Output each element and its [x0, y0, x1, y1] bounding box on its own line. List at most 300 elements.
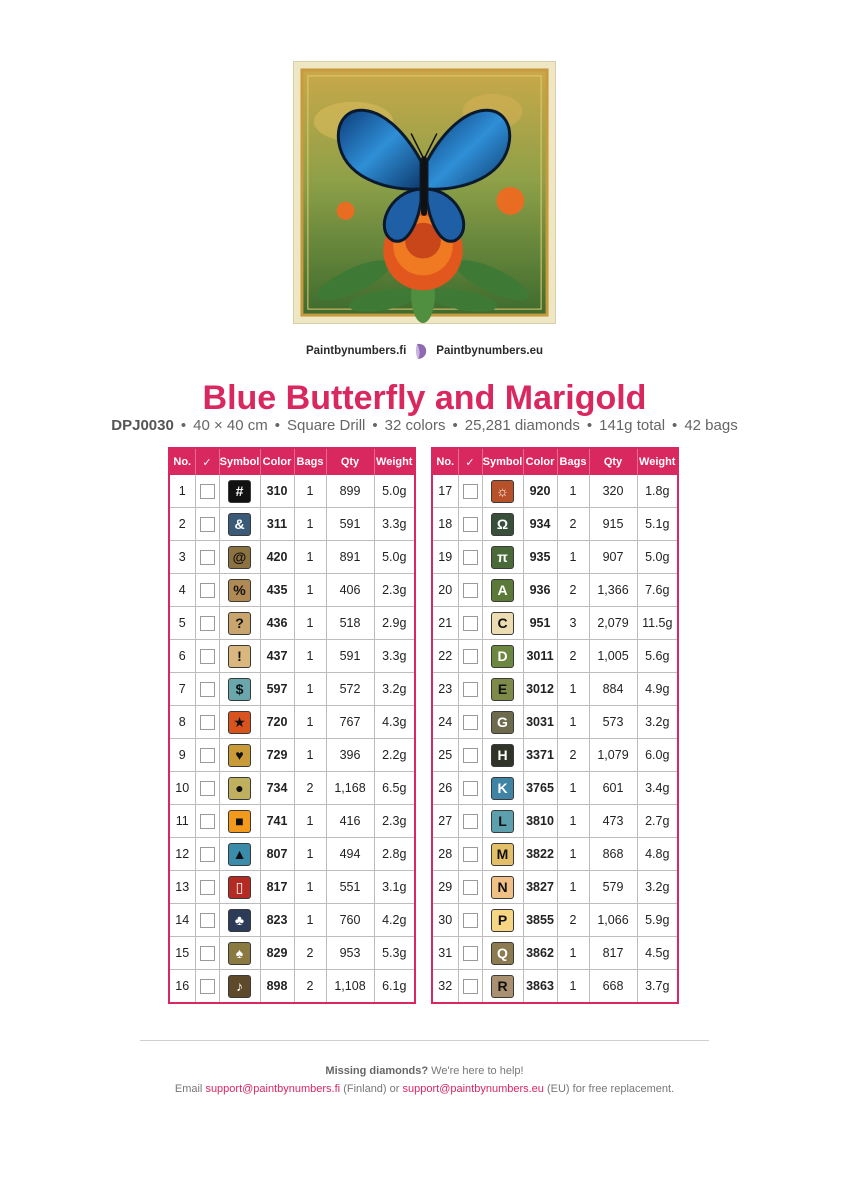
symbol-swatch: ♥	[228, 744, 251, 767]
symbol-swatch: Q	[491, 942, 514, 965]
color-code: 3822	[523, 838, 557, 871]
bag-count: 2	[557, 640, 589, 673]
table-row	[432, 838, 678, 871]
color-code: 3863	[523, 970, 557, 1004]
weight: 2.3g	[374, 805, 415, 838]
row-number: 17	[432, 475, 458, 508]
brand-fi: Paintbynumbers.fi	[305, 345, 407, 357]
diamond-count: 25,281 diamonds	[464, 417, 580, 434]
canvas-size: 40 × 40 cm	[193, 417, 268, 434]
table-row	[432, 970, 678, 1004]
drill-type: Square Drill	[287, 417, 366, 434]
color-code: 3765	[523, 772, 557, 805]
header-symbol: Symbol	[219, 448, 260, 475]
checkbox[interactable]	[463, 913, 478, 928]
product-specs	[0, 415, 849, 437]
quantity: 817	[589, 937, 637, 970]
quantity: 891	[326, 541, 374, 574]
symbol-swatch: $	[228, 678, 251, 701]
checkbox-cell	[458, 772, 482, 805]
checkbox-cell	[458, 640, 482, 673]
checkbox[interactable]	[200, 814, 215, 829]
weight: 3.2g	[637, 706, 678, 739]
bag-count: 1	[557, 706, 589, 739]
bag-count: 1	[557, 673, 589, 706]
checkbox[interactable]	[200, 616, 215, 631]
row-number: 15	[169, 937, 195, 970]
row-number: 9	[169, 739, 195, 772]
row-number: 22	[432, 640, 458, 673]
checkbox-cell	[195, 607, 219, 640]
color-code: 3827	[523, 871, 557, 904]
bag-count: 1	[294, 541, 326, 574]
row-number: 23	[432, 673, 458, 706]
weight: 11.5g	[637, 607, 678, 640]
color-code: 741	[260, 805, 294, 838]
table-row	[432, 739, 678, 772]
symbol-cell	[482, 838, 523, 871]
symbol-swatch: %	[228, 579, 251, 602]
bag-count: 1	[294, 574, 326, 607]
table-row	[432, 640, 678, 673]
weight: 7.6g	[637, 574, 678, 607]
bag-count: 42 bags	[684, 417, 738, 434]
symbol-cell	[482, 904, 523, 937]
symbol-swatch: !	[228, 645, 251, 668]
checkbox[interactable]	[463, 979, 478, 994]
table-header-row	[169, 448, 415, 475]
symbol-cell	[482, 871, 523, 904]
quantity: 518	[326, 607, 374, 640]
weight: 6.0g	[637, 739, 678, 772]
symbol-swatch: N	[491, 876, 514, 899]
checkbox[interactable]	[463, 814, 478, 829]
bag-count: 1	[557, 772, 589, 805]
bag-count: 1	[294, 607, 326, 640]
checkbox[interactable]	[200, 880, 215, 895]
weight: 4.9g	[637, 673, 678, 706]
bag-count: 2	[294, 970, 326, 1004]
symbol-swatch: ▲	[228, 843, 251, 866]
row-number: 32	[432, 970, 458, 1004]
symbol-swatch: C	[491, 612, 514, 635]
symbol-cell	[219, 937, 260, 970]
footer-help-heading: Missing diamonds?	[325, 1065, 429, 1077]
checkbox[interactable]	[463, 880, 478, 895]
color-code: 3011	[523, 640, 557, 673]
header-no: No.	[169, 448, 195, 475]
weight: 2.8g	[374, 838, 415, 871]
table-row	[169, 970, 415, 1004]
weight: 4.5g	[637, 937, 678, 970]
checkbox[interactable]	[463, 847, 478, 862]
color-code: 420	[260, 541, 294, 574]
weight: 5.3g	[374, 937, 415, 970]
symbol-swatch: ■	[228, 810, 251, 833]
weight: 5.6g	[637, 640, 678, 673]
color-code: 437	[260, 640, 294, 673]
quantity: 884	[589, 673, 637, 706]
checkbox-cell	[195, 970, 219, 1004]
table-row	[169, 475, 415, 508]
brand-row	[0, 340, 849, 362]
symbol-swatch: ♠	[228, 942, 251, 965]
weight: 1.8g	[637, 475, 678, 508]
footer-help	[0, 1065, 849, 1077]
checkbox-cell	[458, 574, 482, 607]
weight: 5.0g	[374, 475, 415, 508]
symbol-cell	[482, 607, 523, 640]
checkbox-cell	[458, 805, 482, 838]
symbol-swatch: ☼	[491, 480, 514, 503]
table-row	[432, 475, 678, 508]
color-code: 3012	[523, 673, 557, 706]
symbol-swatch: P	[491, 909, 514, 932]
row-number: 1	[169, 475, 195, 508]
color-code: 720	[260, 706, 294, 739]
color-code: 311	[260, 508, 294, 541]
quantity: 915	[589, 508, 637, 541]
quantity: 899	[326, 475, 374, 508]
symbol-cell	[219, 904, 260, 937]
bag-count: 2	[294, 937, 326, 970]
checkbox-cell	[458, 706, 482, 739]
checkbox[interactable]	[463, 781, 478, 796]
weight: 6.1g	[382, 979, 407, 993]
table-body-right	[432, 475, 678, 1003]
header-weight: Weight	[374, 448, 415, 475]
checkbox-cell	[195, 574, 219, 607]
symbol-swatch: H	[491, 744, 514, 767]
row-number: 14	[169, 904, 195, 937]
table-row	[169, 640, 415, 673]
checkbox-cell	[195, 772, 219, 805]
quantity: 760	[326, 904, 374, 937]
weight: 4.3g	[374, 706, 415, 739]
checkbox-cell	[195, 508, 219, 541]
table-row	[432, 871, 678, 904]
bag-count: 1	[557, 805, 589, 838]
symbol-swatch: Ω	[491, 513, 514, 536]
checkbox[interactable]	[200, 484, 215, 499]
checkbox[interactable]	[200, 550, 215, 565]
row-number: 28	[432, 838, 458, 871]
symbol-swatch: &	[228, 513, 251, 536]
symbol-swatch: K	[491, 777, 514, 800]
separator: •	[372, 417, 378, 434]
row-number: 21	[432, 607, 458, 640]
table-row	[432, 541, 678, 574]
color-code: 936	[523, 574, 557, 607]
row-number: 29	[432, 871, 458, 904]
footer-text: (EU) for free replacement.	[546, 1083, 675, 1095]
table-row	[432, 508, 678, 541]
bag-count: 1	[294, 508, 326, 541]
quantity: 591	[326, 508, 374, 541]
checkbox[interactable]	[463, 550, 478, 565]
row-number: 27	[432, 805, 458, 838]
row-number: 18	[432, 508, 458, 541]
quantity: 868	[589, 838, 637, 871]
color-code: 951	[523, 607, 557, 640]
header-check: ✓	[195, 448, 219, 475]
checkbox[interactable]	[463, 517, 478, 532]
checkbox-cell	[458, 937, 482, 970]
row-number: 8	[169, 706, 195, 739]
checkbox-cell	[195, 871, 219, 904]
row-number: 5	[169, 607, 195, 640]
symbol-swatch: ♣	[228, 909, 251, 932]
weight: 3.3g	[374, 508, 415, 541]
quantity: 1,366	[589, 574, 637, 607]
checkbox-cell	[458, 673, 482, 706]
footer-contact	[0, 1083, 849, 1095]
checkbox[interactable]	[200, 946, 215, 961]
checkbox[interactable]	[463, 484, 478, 499]
bag-count: 1	[294, 475, 326, 508]
checkbox-cell	[195, 640, 219, 673]
brand-eu: Paintbynumbers.eu	[436, 345, 544, 357]
bag-count: 2	[294, 772, 326, 805]
checkbox[interactable]	[200, 913, 215, 928]
quantity: 1,168	[326, 772, 374, 805]
quantity: 907	[589, 541, 637, 574]
checkbox-cell	[458, 838, 482, 871]
symbol-cell	[482, 541, 523, 574]
header-no: No.	[432, 448, 458, 475]
row-number: 19	[432, 541, 458, 574]
symbol-swatch: G	[491, 711, 514, 734]
symbol-cell	[482, 508, 523, 541]
table-row	[169, 739, 415, 772]
header-bags: Bags	[557, 448, 589, 475]
color-code: 729	[260, 739, 294, 772]
color-table-right	[431, 447, 679, 1004]
color-code: 3031	[523, 706, 557, 739]
weight: 3.4g	[637, 772, 678, 805]
header-symbol: Symbol	[482, 448, 523, 475]
symbol-cell	[482, 574, 523, 607]
row-number: 20	[432, 574, 458, 607]
table-row	[432, 574, 678, 607]
weight: 2.7g	[637, 805, 678, 838]
symbol-swatch: R	[491, 975, 514, 998]
quantity: 767	[326, 706, 374, 739]
color-code: 3371	[523, 739, 557, 772]
checkbox[interactable]	[200, 748, 215, 763]
separator: •	[452, 417, 458, 434]
checkbox[interactable]	[463, 715, 478, 730]
header-color: Color	[260, 448, 294, 475]
symbol-swatch: E	[491, 678, 514, 701]
table-row	[169, 508, 415, 541]
row-number: 16	[169, 970, 195, 1004]
checkbox[interactable]	[200, 847, 215, 862]
header-qty: Qty	[326, 448, 374, 475]
checkbox[interactable]	[200, 781, 215, 796]
checkbox[interactable]	[200, 517, 215, 532]
color-code: 920	[523, 475, 557, 508]
checkbox-cell	[195, 706, 219, 739]
row-number: 3	[169, 541, 195, 574]
table-row	[169, 871, 415, 904]
weight: 2.9g	[374, 607, 415, 640]
weight: 5.0g	[374, 541, 415, 574]
row-number: 2	[169, 508, 195, 541]
checkbox-cell	[195, 937, 219, 970]
checkbox[interactable]	[463, 583, 478, 598]
table-row	[169, 937, 415, 970]
bag-count: 1	[557, 871, 589, 904]
symbol-cell	[219, 871, 260, 904]
checkbox-cell	[458, 607, 482, 640]
checkbox-cell	[195, 673, 219, 706]
bag-count: 3	[557, 607, 589, 640]
table-row	[432, 673, 678, 706]
product-code: DPJ0030	[111, 417, 174, 434]
page-title: Blue Butterfly and Marigold	[202, 379, 647, 417]
footer-divider	[140, 1040, 709, 1041]
quantity: 473	[589, 805, 637, 838]
table-row	[169, 904, 415, 937]
bag-count: 1	[557, 475, 589, 508]
quantity: 601	[589, 772, 637, 805]
symbol-swatch: ♪	[228, 975, 251, 998]
symbol-cell	[219, 640, 260, 673]
weight: 3.2g	[374, 673, 415, 706]
weight: 4.8g	[637, 838, 678, 871]
checkbox-cell	[195, 904, 219, 937]
email-link-eu[interactable]: support@paintbynumbers.eu	[402, 1083, 544, 1095]
checkbox[interactable]	[200, 649, 215, 664]
row-number: 24	[432, 706, 458, 739]
row-number: 31	[432, 937, 458, 970]
symbol-cell	[219, 574, 260, 607]
row-number: 6	[169, 640, 195, 673]
bag-count: 1	[294, 871, 326, 904]
weight: 3.2g	[637, 871, 678, 904]
row-number: 4	[169, 574, 195, 607]
color-table-left	[168, 447, 416, 1004]
color-code: 734	[260, 772, 294, 805]
symbol-swatch: ●	[228, 777, 251, 800]
color-code: 310	[260, 475, 294, 508]
symbol-swatch: D	[491, 645, 514, 668]
symbol-cell	[482, 772, 523, 805]
color-code: 807	[260, 838, 294, 871]
checkbox-cell	[458, 970, 482, 1004]
table-body-left	[169, 475, 415, 1003]
symbol-cell	[482, 937, 523, 970]
color-code: 435	[260, 574, 294, 607]
symbol-cell	[219, 805, 260, 838]
symbol-cell	[482, 739, 523, 772]
separator: •	[586, 417, 593, 434]
table-row	[169, 574, 415, 607]
quantity: 551	[326, 871, 374, 904]
symbol-cell	[219, 475, 260, 508]
checkbox[interactable]	[200, 583, 215, 598]
bag-count: 1	[294, 640, 326, 673]
symbol-swatch: π	[491, 546, 514, 569]
row-number: 12	[169, 838, 195, 871]
symbol-cell	[219, 508, 260, 541]
symbol-swatch: ?	[228, 612, 251, 635]
bag-count: 2	[557, 508, 589, 541]
checkbox[interactable]	[200, 979, 215, 994]
table-row	[169, 805, 415, 838]
symbol-cell	[219, 541, 260, 574]
bag-count: 1	[294, 706, 326, 739]
weight: 6.5g	[374, 772, 415, 805]
checkbox[interactable]	[463, 682, 478, 697]
row-number: 30	[432, 904, 458, 937]
symbol-cell	[482, 706, 523, 739]
bag-count: 2	[557, 574, 589, 607]
separator: •	[274, 417, 281, 434]
table-row	[169, 772, 415, 805]
quantity: 572	[326, 673, 374, 706]
weight: 2.2g	[374, 739, 415, 772]
symbol-cell	[482, 970, 523, 1004]
table-row	[169, 607, 415, 640]
header-weight: Weight	[637, 448, 678, 475]
header-qty: Qty	[589, 448, 637, 475]
symbol-cell	[482, 673, 523, 706]
brand-logo-icon	[414, 342, 428, 360]
bag-count: 1	[294, 739, 326, 772]
weight: 5.1g	[637, 508, 678, 541]
checkbox[interactable]	[463, 649, 478, 664]
checkbox[interactable]	[463, 946, 478, 961]
quantity: 416	[326, 805, 374, 838]
total-weight: 141g total	[599, 417, 666, 434]
symbol-swatch: M	[491, 843, 514, 866]
bag-count: 1	[294, 838, 326, 871]
symbol-swatch: ▯	[228, 876, 251, 899]
color-code: 829	[260, 937, 294, 970]
color-code: 3855	[523, 904, 557, 937]
color-code: 436	[260, 607, 294, 640]
quantity: 320	[589, 475, 637, 508]
color-code: 935	[523, 541, 557, 574]
bag-count: 2	[557, 739, 589, 772]
checkbox-cell	[458, 541, 482, 574]
table-row	[169, 541, 415, 574]
color-code: 898	[260, 970, 294, 1004]
symbol-cell	[482, 475, 523, 508]
table-row	[432, 607, 678, 640]
checkbox[interactable]	[463, 616, 478, 631]
checkbox[interactable]	[200, 682, 215, 697]
checkbox-cell	[458, 739, 482, 772]
table-row	[432, 904, 678, 937]
checkbox[interactable]	[200, 715, 215, 730]
row-number: 7	[169, 673, 195, 706]
table-row	[169, 673, 415, 706]
checkbox-cell	[458, 904, 482, 937]
bag-count: 1	[294, 904, 326, 937]
symbol-cell	[482, 640, 523, 673]
weight: 3.1g	[374, 871, 415, 904]
table-header-row	[432, 448, 678, 475]
table-row	[169, 706, 415, 739]
checkbox-cell	[458, 475, 482, 508]
quantity: 1,005	[589, 640, 637, 673]
quantity: 953	[326, 937, 374, 970]
checkbox[interactable]	[463, 748, 478, 763]
email-link-fi[interactable]: support@paintbynumbers.fi	[205, 1083, 341, 1095]
